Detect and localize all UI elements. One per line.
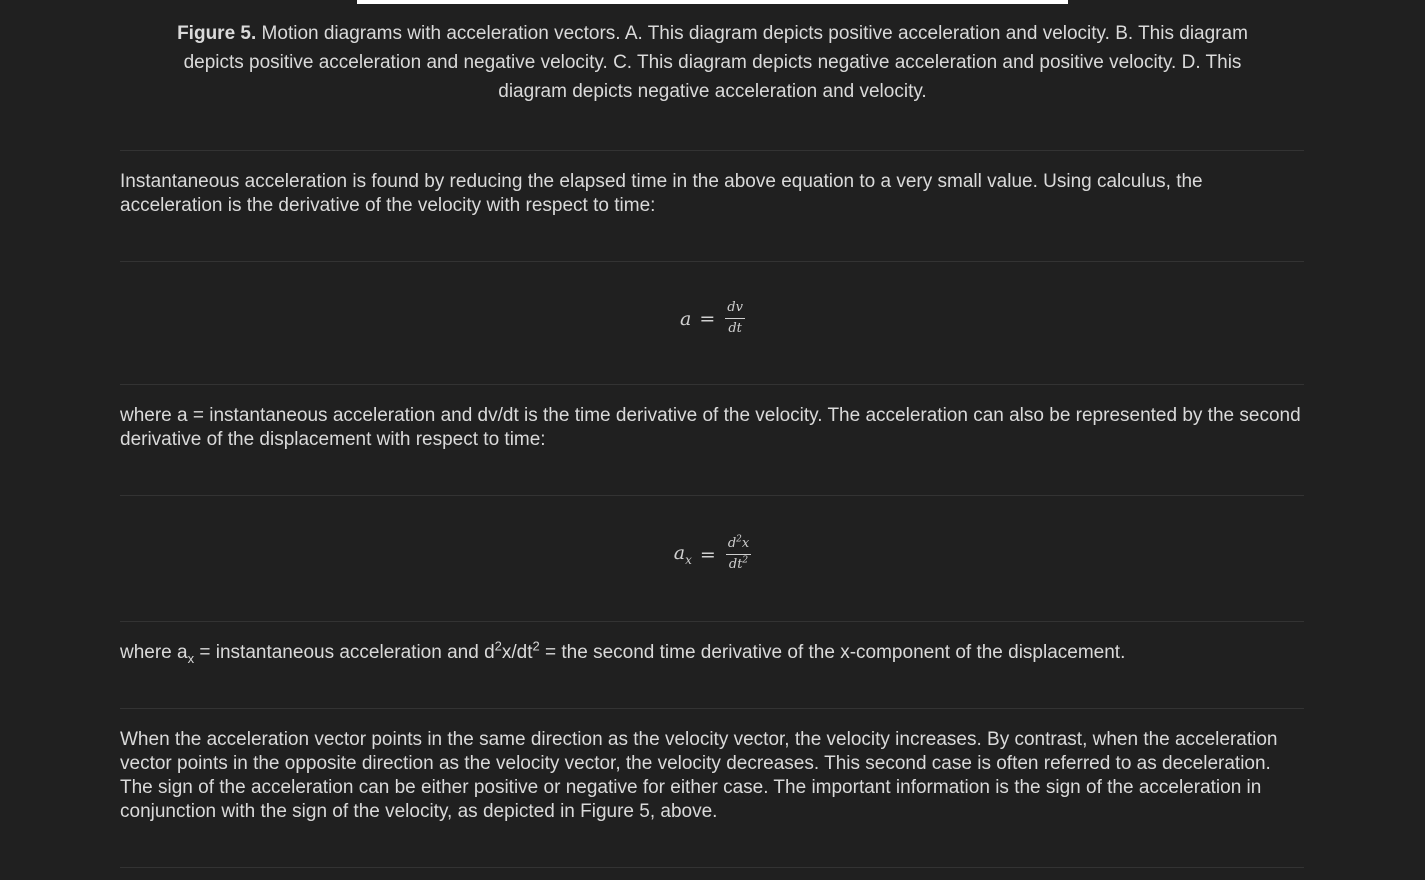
equation-lhs-subscript: x (685, 552, 692, 567)
divider (120, 708, 1304, 709)
equation-lhs (674, 542, 692, 567)
divider (120, 867, 1304, 868)
divider (120, 150, 1304, 151)
text-segment: x/dt (501, 642, 533, 663)
equation-second-derivative (0, 536, 1425, 573)
fraction-denominator: dt (728, 321, 742, 336)
divider (120, 495, 1304, 496)
divider (120, 261, 1304, 262)
equation-lhs-symbol: a (673, 542, 686, 565)
fraction (725, 300, 745, 337)
figure-caption-text: Motion diagrams with acceleration vectors. A. This diagram depicts positive acceleration and velocity. B. This diagram depicts positive acceleration and negative velocity. C. This diagram depicts negative acceleration and positive velocity. D. This diagram depicts negative acceleration and velocity. (183, 23, 1248, 102)
equals-sign: = (699, 543, 716, 566)
equals-sign: = (699, 307, 716, 330)
paragraph-where-a: where a = instantaneous acceleration and dv/dt is the time derivative of the velocity. The acceleration can also be represented by the second derivative of the displacement with respect to time: (120, 405, 1301, 450)
numerator-exponent: 2 (736, 534, 742, 545)
text-segment: = instantaneous acceleration and d (194, 642, 495, 663)
fraction-denominator (727, 555, 750, 573)
equation-acceleration-derivative (0, 300, 1425, 337)
denominator-exponent: 2 (742, 555, 749, 566)
numerator-variable: x (741, 536, 750, 551)
superscript-2: 2 (532, 638, 540, 654)
fraction-numerator (726, 536, 751, 555)
paragraph-instantaneous-acceleration: Instantaneous acceleration is found by reducing the elapsed time in the above equation to a very small value. Using calculus, the acceleration is the derivative of the velocity with respect to time: (120, 171, 1203, 216)
equation-lhs: a (680, 307, 692, 330)
figure-image-bottom-edge (357, 0, 1068, 4)
text-segment: where a (120, 642, 188, 663)
superscript-2: 2 (494, 638, 502, 654)
figure-label: Figure 5. (177, 23, 257, 44)
paragraph-acceleration-direction: When the acceleration vector points in the same direction as the velocity vector, the velocity increases. By contrast, when the acceleration vector points in the opposite direction as the velocity vector, the velocity decreases. This second case is often referred to as deceleration. The sign of the acceleration can be either positive or negative for either case. The important information is the sign of the acceleration in conjunction with the sign of the velocity, as depicted in Figure 5, above. (120, 729, 1278, 822)
divider (120, 621, 1304, 622)
numerator-d: d (727, 536, 737, 551)
fraction-numerator: dv (725, 300, 745, 319)
fraction (726, 536, 751, 573)
denominator-dt: dt (728, 557, 743, 572)
subscript-x: x (187, 650, 195, 666)
text-segment: = the second time derivative of the x-component of the displacement. (539, 642, 1126, 663)
figure-caption (160, 19, 1265, 106)
divider (120, 384, 1304, 385)
paragraph-where-ax (120, 638, 1304, 666)
